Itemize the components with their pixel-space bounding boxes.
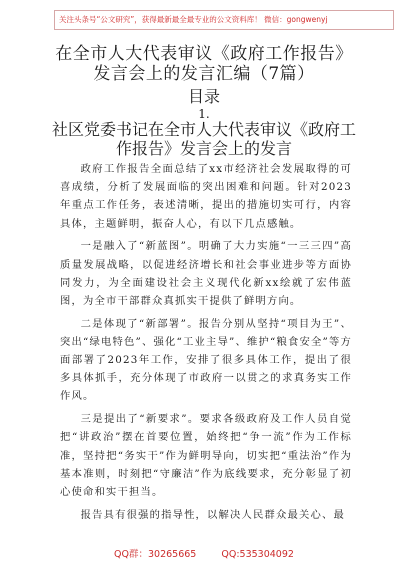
promo-banner-text: 关注头条号“公文研究”，获得最新最全最专业的公文资料库！ 微信：gongwenyj <box>59 15 328 24</box>
document-title: 在全市人大代表审议《政府工作报告》发言会上的发言汇编（7篇） <box>55 44 353 84</box>
paragraph: 三是提出了“新要求”。要求各级政府及工作人员自觉把“讲政治”摆在首要位置，始终把“争一流”作为工作标准，坚持把“务实干”作为鲜明导向，切实把“重法治”作为基本准则，时刻把“守廉洁”作为底线要求，充分彰显了初心使命和实干担当。 <box>60 413 352 498</box>
paragraph: 一是融入了“新蓝图”。明确了大力实施“一三三四”高质量发展战略，以促进经济增长和社会事业进步等方面协同发力，为全面建设社会主义现代化新xx绘就了宏伟蓝图，为全市干部群众真抓实干提供了鲜明方向。 <box>60 240 352 307</box>
promo-banner <box>54 10 394 30</box>
paragraph: 二是体现了“新部署”。报告分别从坚持“项目为王”、突出“绿电特色”、强化“工业主导”、维护“粮食安全”等方面部署了2023年工作，安排了很多具体工作，提出了很多具体抓手，充分体现了市政府一以贯之的求真务实工作作风。 <box>60 317 352 403</box>
page-footer <box>0 546 408 560</box>
paragraph: 政府工作报告全面总结了xx市经济社会发展取得的可喜成绩，分析了发展面临的突出困难和问题。针对2023年重点工作任务，表述清晰，提出的措施切实可行，内容具体，主题鲜明，振奋人心，有以下几点感触。 <box>60 163 352 230</box>
section-number: 1. <box>198 107 210 121</box>
toc-heading: 目录 <box>187 87 220 106</box>
document-body <box>60 160 352 528</box>
footer-qq: QQ:535304092 <box>221 549 294 560</box>
paragraph: 报告具有很强的指导性，以解决人民群众最关心、最 <box>80 508 346 521</box>
footer-qq-group: QQ群：30265665 <box>114 549 197 560</box>
section-title: 社区党委书记在全市人大代表审议《政府工作报告》发言会上的发言 <box>52 120 357 158</box>
